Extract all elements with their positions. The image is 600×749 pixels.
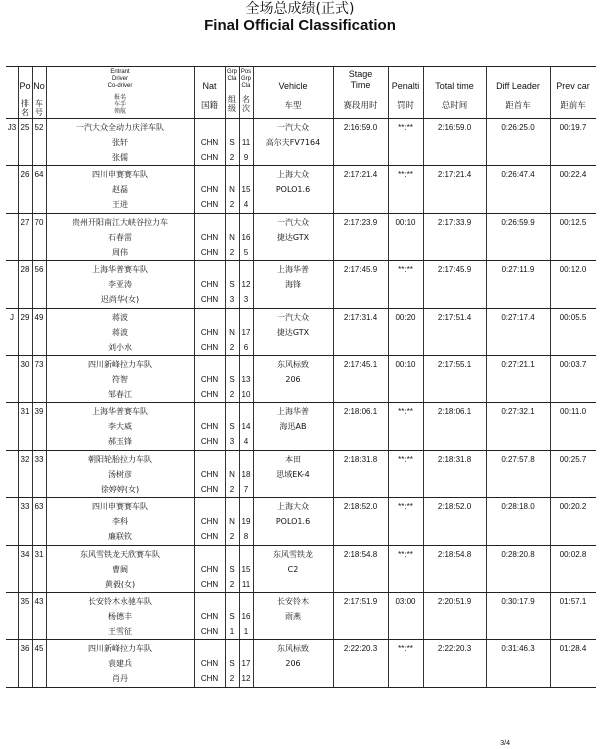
class: 2 [229, 153, 235, 162]
vehicle-model: C2 [287, 564, 299, 574]
total-time: 2:22:20.3 [437, 644, 472, 654]
class: 2 [229, 674, 235, 684]
group: S [229, 280, 235, 290]
header-grpcla-en: Cla [227, 76, 237, 82]
entrant-name: 一汽大众全动力庆洋车队 [76, 123, 164, 132]
total-time: 2:16:59.0 [437, 123, 472, 132]
result-row [6, 166, 596, 213]
penalty-time: **:** [398, 407, 413, 417]
diff-leader: 0:26:25.0 [501, 123, 535, 132]
page-title-english: Final Official Classification [204, 17, 396, 34]
codriver-name: 邹春江 [108, 389, 132, 399]
stage-time: 2:18:31.8 [343, 454, 378, 464]
car-number: 56 [34, 265, 44, 275]
group: N [229, 327, 235, 337]
header-grpcla-cn: 组级 [228, 95, 236, 113]
stage-time: 2:17:23.9 [343, 217, 378, 227]
position: 29 [20, 312, 30, 322]
codriver-name: 廉联钦 [108, 532, 132, 542]
header-total [423, 67, 486, 118]
result-row [6, 356, 596, 403]
stage-time: 2:22:20.3 [343, 644, 378, 654]
class: 2 [229, 389, 235, 399]
class: 3 [229, 437, 235, 447]
position-in-group: 16 [241, 232, 251, 242]
driver-name: 杨德丰 [108, 611, 132, 621]
codriver-nationality: CHN [200, 342, 219, 352]
header-prev-en: Prev car [556, 81, 590, 91]
codriver-nationality: CHN [200, 532, 219, 542]
vehicle-make: 东风雪铁龙 [273, 549, 313, 559]
position: 27 [20, 217, 30, 227]
car-number: 64 [34, 170, 44, 180]
header-stage-cn: 赛段用时 [343, 101, 378, 111]
vehicle-make: 长安铃木 [277, 596, 309, 606]
diff-prev-car: 00:19.7 [559, 123, 587, 132]
group: N [229, 469, 235, 479]
header-grpcla-en: Grp [226, 69, 237, 75]
header-diff-cn: 距首车 [505, 101, 531, 111]
penalty-time: **:** [398, 123, 413, 132]
header-stage-time [333, 67, 388, 118]
codriver-nationality: CHN [200, 389, 219, 399]
header-entrant-cn: 车手 [113, 101, 126, 108]
result-row [6, 214, 596, 261]
diff-leader: 0:30:17.9 [501, 596, 535, 606]
codriver-name: 王进 [112, 200, 128, 210]
vehicle-make: 上海大众 [277, 502, 309, 512]
position-in-group: 13 [241, 374, 251, 384]
position-in-class: 6 [243, 342, 249, 352]
driver-nationality: CHN [200, 659, 219, 669]
stage-time: 2:18:06.1 [343, 407, 378, 417]
codriver-name: 周伟 [112, 247, 128, 257]
driver-name: 符智 [112, 374, 128, 384]
penalty-time: **:** [398, 644, 413, 654]
diff-leader: 0:27:17.4 [501, 312, 535, 322]
position: 32 [20, 454, 30, 464]
diff-leader: 0:27:11.9 [501, 265, 535, 275]
car-number: 33 [34, 454, 44, 464]
header-diff-en: Diff Leader [496, 81, 540, 91]
position-in-group: 15 [241, 185, 251, 195]
result-row [6, 261, 596, 308]
driver-nationality: CHN [200, 138, 219, 147]
position-in-class: 1 [243, 626, 249, 636]
entrant-name: 四川新峰拉力车队 [88, 644, 152, 654]
result-row [6, 640, 596, 687]
diff-prev-car: 00:12.5 [559, 217, 587, 227]
driver-nationality: CHN [200, 564, 219, 574]
vehicle-model: 206 [285, 659, 301, 669]
class: 2 [229, 484, 235, 494]
group: S [229, 659, 235, 669]
penalty-time: **:** [398, 549, 413, 559]
codriver-name: 迟尚华(女) [100, 295, 140, 305]
header-posgrp-cn: 名次 [242, 95, 250, 113]
header-nat [194, 67, 225, 118]
driver-nationality: CHN [200, 374, 219, 384]
diff-leader: 0:27:57.8 [501, 454, 535, 464]
penalty-time: **:** [398, 502, 413, 512]
driver-nationality: CHN [200, 185, 219, 195]
entrant-name: 东风雪铁龙天欣赛车队 [80, 549, 160, 559]
driver-nationality: CHN [200, 469, 219, 479]
entrant-name: 贵州开阳南江大峡谷拉力车 [72, 217, 168, 227]
position-in-group: 16 [241, 611, 251, 621]
driver-name: 袁建兵 [108, 659, 132, 669]
codriver-nationality: CHN [200, 200, 219, 210]
entrant-name: 四川新峰拉力车队 [88, 359, 152, 369]
result-row [6, 119, 596, 166]
header-entrant-cn: 领航 [113, 108, 126, 115]
diff-leader: 0:28:18.0 [501, 502, 535, 512]
group: S [229, 138, 235, 147]
vehicle-make: 上海华普 [277, 265, 309, 275]
header-prev-cn: 距前车 [560, 101, 586, 111]
header-posgrp-en: Grp [240, 76, 251, 82]
vehicle-make: 东风标致 [277, 644, 309, 654]
penalty-time: **:** [398, 265, 413, 275]
class: 2 [229, 247, 235, 257]
position-in-class: 11 [241, 579, 251, 589]
stage-time: 2:17:31.4 [343, 312, 378, 322]
driver-name: 曹阔 [112, 564, 128, 574]
car-number: 45 [34, 644, 44, 654]
group: N [229, 185, 235, 195]
position: 31 [20, 407, 30, 417]
car-number: 49 [34, 312, 44, 322]
group: S [229, 422, 235, 432]
position: 33 [20, 502, 30, 512]
total-time: 2:20:51.9 [437, 596, 472, 606]
vehicle-make: 一汽大众 [277, 312, 309, 322]
group: N [229, 517, 235, 527]
entrant-name: 四川申赛赛车队 [92, 502, 148, 512]
table-header [6, 67, 596, 119]
codriver-nationality: CHN [200, 674, 219, 684]
position-in-group: 19 [241, 517, 251, 527]
diff-prev-car: 00:05.5 [559, 312, 587, 322]
header-diff [486, 67, 550, 118]
group: S [229, 611, 235, 621]
entrant-name: 上海华普赛车队 [92, 407, 148, 417]
diff-prev-car: 00:02.8 [559, 549, 587, 559]
car-number: 39 [34, 407, 44, 417]
position-in-class: 3 [243, 295, 249, 305]
header-posgrp-en: Cla [241, 83, 251, 89]
header-nat-cn: 国籍 [200, 101, 218, 111]
table-body [6, 119, 596, 688]
position-in-group: 17 [241, 327, 251, 337]
vehicle-make: 一汽大众 [277, 123, 309, 132]
group: S [229, 564, 235, 574]
class: 2 [229, 579, 235, 589]
stage-time: 2:18:52.0 [343, 502, 378, 512]
header-stage-en: Time [350, 80, 371, 90]
penalty-time: **:** [398, 454, 413, 464]
car-number: 63 [34, 502, 44, 512]
driver-name: 李科 [112, 517, 128, 527]
vehicle-model: 高尔夫FV7164 [265, 138, 321, 147]
codriver-nationality: CHN [200, 295, 219, 305]
entrant-name: 蒋波 [112, 312, 128, 322]
car-number: 52 [34, 123, 44, 132]
diff-prev-car: 00:22.4 [559, 170, 587, 180]
total-time: 2:18:31.8 [437, 454, 472, 464]
total-time: 2:17:55.1 [437, 359, 472, 369]
row-mark: J3 [7, 123, 17, 132]
diff-prev-car: 00:12.0 [559, 265, 587, 275]
car-number: 31 [34, 549, 44, 559]
header-po-en: Po [19, 81, 31, 91]
diff-prev-car: 01:57.1 [559, 596, 587, 606]
header-entrant-en: Driver [112, 76, 128, 82]
entrant-name: 长安铃木永驰车队 [88, 596, 152, 606]
codriver-name: 徐婷婷(女) [100, 484, 140, 494]
driver-nationality: CHN [200, 611, 219, 621]
diff-leader: 0:31:46.3 [501, 644, 535, 654]
stage-time: 2:17:21.4 [343, 170, 378, 180]
header-no-en: No [33, 81, 45, 91]
diff-leader: 0:26:47.4 [501, 170, 535, 180]
class: 1 [229, 626, 235, 636]
position-in-group: 18 [241, 469, 251, 479]
position: 30 [20, 359, 30, 369]
driver-nationality: CHN [200, 517, 219, 527]
group: S [229, 374, 235, 384]
result-row [6, 498, 596, 545]
diff-prev-car: 00:25.7 [559, 454, 587, 464]
penalty-time: 03:00 [395, 596, 416, 606]
header-po-cn: 排名 [21, 99, 29, 117]
total-time: 2:17:21.4 [437, 170, 472, 180]
header-nat-en: Nat [202, 81, 217, 91]
entrant-name: 上海华普赛车队 [92, 265, 148, 275]
class: 3 [229, 295, 235, 305]
codriver-name: 郝玉锋 [108, 437, 132, 447]
position-in-group: 15 [241, 564, 251, 574]
header-penalty-en: Penalti [391, 81, 420, 91]
position: 26 [20, 170, 30, 180]
position-in-class: 12 [241, 674, 251, 684]
diff-leader: 0:28:20.8 [501, 549, 535, 559]
diff-prev-car: 01:28.4 [559, 644, 587, 654]
header-vehicle [253, 67, 333, 118]
group: N [229, 232, 235, 242]
driver-name: 蒋波 [112, 327, 128, 337]
position: 36 [20, 644, 30, 654]
diff-prev-car: 00:20.2 [559, 502, 587, 512]
penalty-time: 00:10 [395, 359, 416, 369]
position-in-class: 8 [243, 532, 249, 542]
codriver-nationality: CHN [200, 579, 219, 589]
codriver-nationality: CHN [200, 626, 219, 636]
driver-name: 张轩 [112, 138, 128, 147]
header-entrant-en: Co-driver [107, 83, 133, 89]
codriver-nationality: CHN [200, 153, 219, 162]
codriver-name: 王雪征 [108, 626, 132, 636]
position-in-class: 7 [243, 484, 249, 494]
classification-table [6, 66, 596, 688]
header-total-cn: 总时间 [441, 101, 468, 111]
driver-name: 石春雷 [108, 232, 132, 242]
header-stage-en: Stage [348, 69, 373, 79]
stage-time: 2:17:45.1 [343, 359, 378, 369]
codriver-nationality: CHN [200, 437, 219, 447]
driver-name: 汤树彦 [108, 469, 132, 479]
codriver-name: 黄毅(女) [104, 579, 136, 589]
vehicle-make: 东风标致 [277, 359, 309, 369]
diff-leader: 0:27:21.1 [501, 359, 535, 369]
car-number: 70 [34, 217, 44, 227]
header-vehicle-en: Vehicle [278, 81, 308, 91]
class: 2 [229, 532, 235, 542]
driver-nationality: CHN [200, 280, 219, 290]
position: 28 [20, 265, 30, 275]
total-time: 2:17:33.9 [437, 217, 472, 227]
position-in-group: 12 [241, 280, 251, 290]
vehicle-model: 雨燕 [285, 611, 301, 621]
position-in-class: 4 [243, 437, 249, 447]
vehicle-make: 上海大众 [277, 170, 309, 180]
driver-nationality: CHN [200, 422, 219, 432]
penalty-time: 00:20 [395, 312, 416, 322]
driver-nationality: CHN [200, 327, 219, 337]
vehicle-model: 海迅AB [279, 422, 307, 432]
header-entrant-cn: 报名 [113, 94, 126, 101]
header-posgrp-en: Pos [240, 69, 252, 75]
total-time: 2:18:52.0 [437, 502, 472, 512]
result-row [6, 593, 596, 640]
position-in-group: 14 [241, 422, 251, 432]
codriver-name: 肖丹 [112, 674, 128, 684]
header-prev [550, 67, 596, 118]
car-number: 43 [34, 596, 44, 606]
vehicle-model: 捷达GTX [276, 327, 310, 337]
position-in-class: 9 [243, 153, 249, 162]
header-penalty-cn: 罚时 [396, 101, 414, 111]
position: 35 [20, 596, 30, 606]
vehicle-model: 捷达GTX [276, 232, 310, 242]
codriver-name: 刘小水 [108, 342, 132, 352]
stage-time: 2:16:59.0 [343, 123, 378, 132]
diff-leader: 0:27:32.1 [501, 407, 535, 417]
vehicle-model: POLO1.6 [275, 517, 311, 527]
vehicle-model: 206 [285, 374, 301, 384]
position-in-group: 11 [241, 138, 251, 147]
page-number: 3/4 [500, 740, 510, 747]
vehicle-make: 上海华普 [277, 407, 309, 417]
codriver-name: 张儒 [112, 153, 128, 162]
stage-time: 2:17:45.9 [343, 265, 378, 275]
result-row [6, 309, 596, 356]
position-in-group: 17 [241, 659, 251, 669]
vehicle-make: 一汽大众 [277, 217, 309, 227]
row-mark: J [10, 312, 14, 322]
stage-time: 2:18:54.8 [343, 549, 378, 559]
result-row [6, 546, 596, 593]
position-in-class: 10 [241, 389, 251, 399]
vehicle-model: 思域EK-4 [276, 469, 310, 479]
penalty-time: 00:10 [395, 217, 416, 227]
position-in-class: 4 [243, 200, 249, 210]
header-vehicle-cn: 车型 [284, 101, 302, 111]
header-total-en: Total time [435, 81, 474, 91]
result-row [6, 403, 596, 450]
header-no-cn: 车号 [35, 99, 43, 117]
position-in-class: 5 [243, 247, 249, 257]
position: 34 [20, 549, 30, 559]
driver-name: 赵磊 [112, 185, 128, 195]
diff-prev-car: 00:11.0 [559, 407, 587, 417]
car-number: 73 [34, 359, 44, 369]
class: 2 [229, 342, 235, 352]
total-time: 2:18:54.8 [437, 549, 472, 559]
header-entrant-en: Entrant [110, 69, 130, 75]
entrant-name: 四川申赛赛车队 [92, 170, 148, 180]
total-time: 2:18:06.1 [437, 407, 472, 417]
total-time: 2:17:45.9 [437, 265, 472, 275]
diff-prev-car: 00:03.7 [559, 359, 587, 369]
vehicle-make: 本田 [285, 454, 301, 464]
total-time: 2:17:51.4 [437, 312, 472, 322]
result-row [6, 451, 596, 498]
vehicle-model: POLO1.6 [275, 185, 311, 195]
page-title-chinese: 全场总成绩(正式) [245, 1, 355, 17]
position: 25 [20, 123, 30, 132]
header-penalty [388, 67, 423, 118]
driver-name: 李亚涛 [108, 280, 132, 290]
stage-time: 2:17:51.9 [343, 596, 378, 606]
class: 2 [229, 200, 235, 210]
entrant-name: 朝阳轮胎拉力车队 [88, 454, 152, 464]
codriver-nationality: CHN [200, 247, 219, 257]
diff-leader: 0:26:59.9 [501, 217, 535, 227]
driver-nationality: CHN [200, 232, 219, 242]
vehicle-model: 海锋 [285, 280, 301, 290]
penalty-time: **:** [398, 170, 413, 180]
codriver-nationality: CHN [200, 484, 219, 494]
driver-name: 李大威 [108, 422, 132, 432]
